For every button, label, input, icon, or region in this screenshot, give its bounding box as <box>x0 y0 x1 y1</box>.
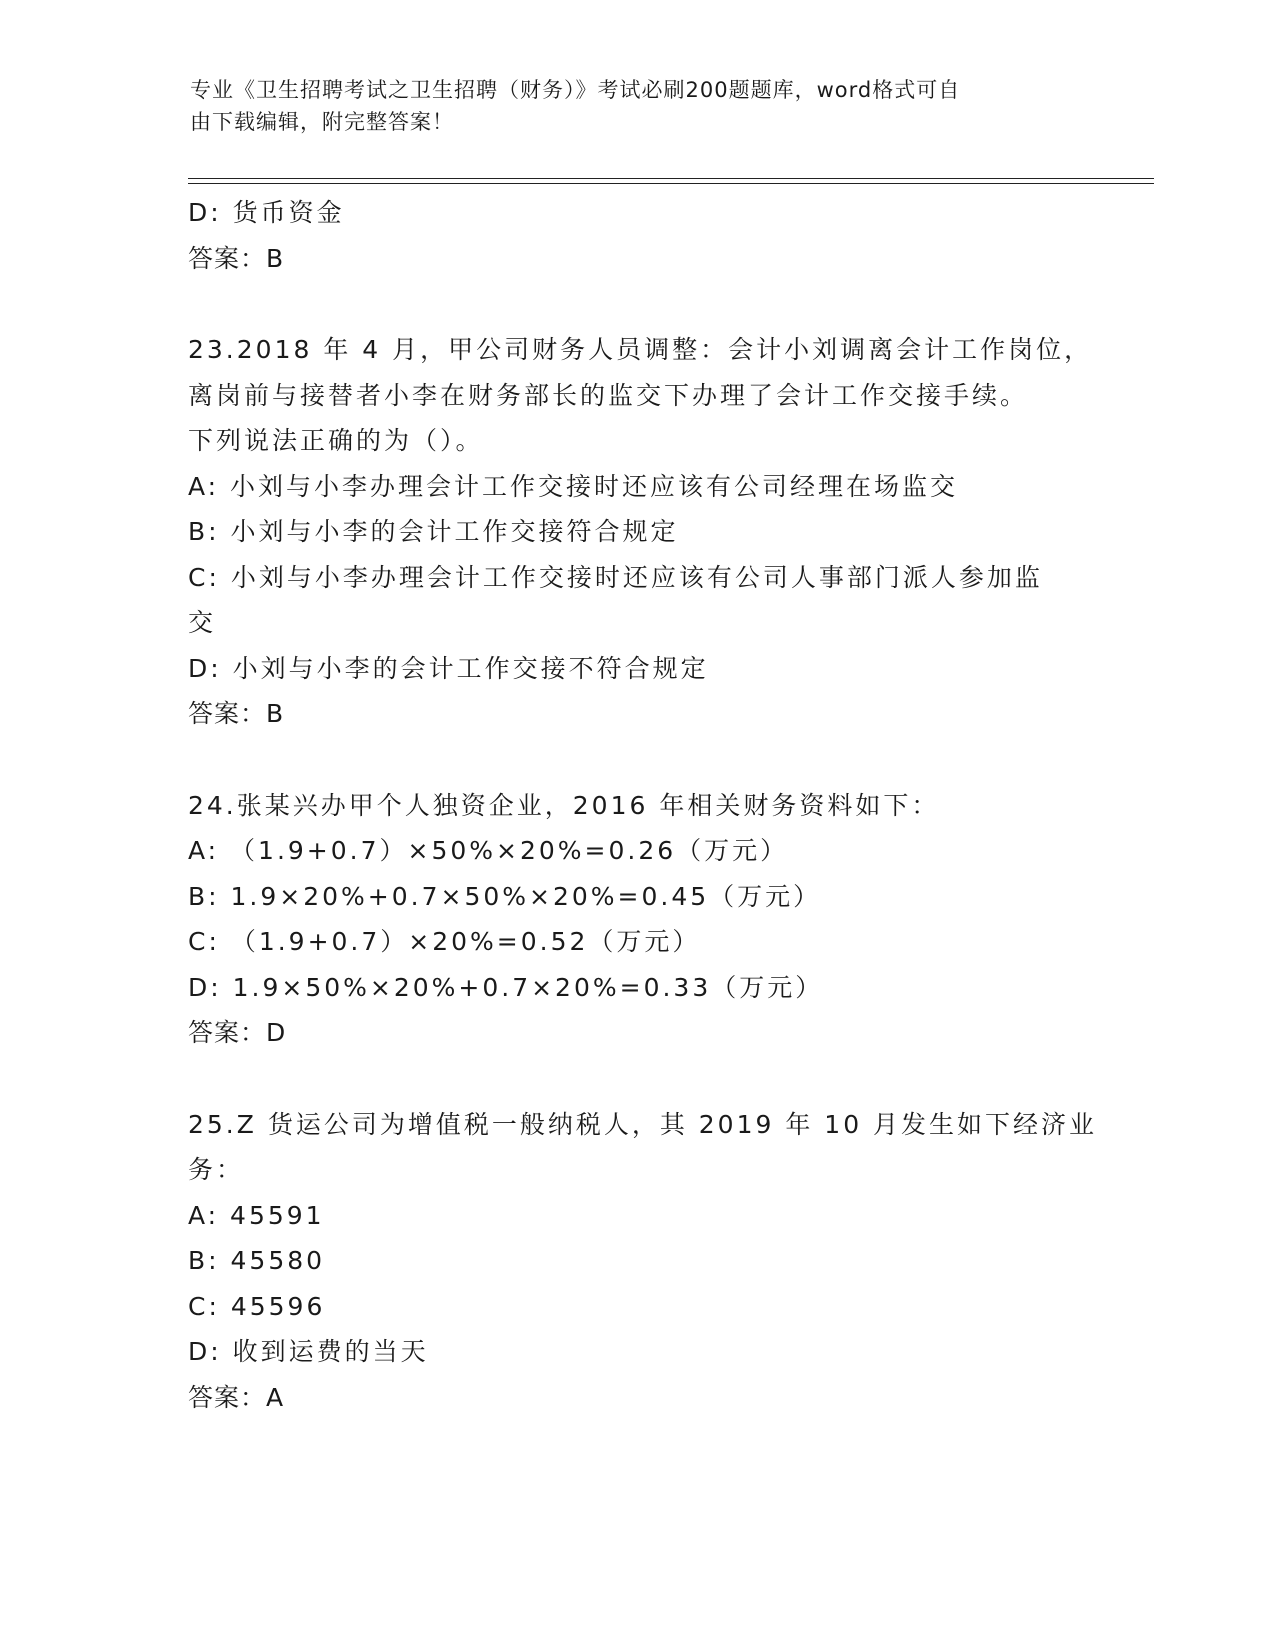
option-c: C: 小刘与小李办理会计工作交接时还应该有公司人事部门派人参加监 <box>188 562 1043 592</box>
option-a: A: 45591 <box>188 1200 325 1230</box>
question-stem-line: 23.2018 年 4 月，甲公司财务人员调整：会计小刘调离会计工作岗位， <box>188 335 1093 364</box>
question-stem-line: 25.Z 货运公司为增值税一般纳税人，其 2019 年 10 月发生如下经济业 <box>188 1109 1098 1139</box>
question-item <box>188 327 1093 737</box>
option-c-continued: 交 <box>188 608 217 637</box>
question-item <box>188 1102 1098 1421</box>
option-b: B: 45580 <box>188 1246 326 1275</box>
answer-line: 答案：B <box>188 699 285 728</box>
option-d: D: 小刘与小李的会计工作交接不符合规定 <box>188 653 709 683</box>
question-stem-line: 离岗前与接替者小李在财务部长的监交下办理了会计工作交接手续。 <box>188 380 1029 410</box>
option-c: C: 45596 <box>188 1291 326 1321</box>
option-b: B: 1.9×20%+0.7×50%×20%=0.45（万元） <box>188 881 822 911</box>
question-item <box>188 783 1088 1056</box>
header-line-1: 专业《卫生招聘考试之卫生招聘（财务）》考试必刷200题题库，word格式可自 <box>190 78 961 102</box>
question-item <box>188 190 1088 281</box>
answer-line: 答案：D <box>188 1018 287 1047</box>
header-divider-bottom <box>188 183 1154 184</box>
question-stem-line: 务： <box>188 1155 245 1184</box>
header-line-2: 由下载编辑，附完整答案！ <box>190 110 454 134</box>
option-c: C: （1.9+0.7）×20%=0.52（万元） <box>188 927 701 956</box>
spacer <box>188 1056 1088 1102</box>
question-stem-line: 24.张某兴办甲个人独资企业，2016 年相关财务资料如下： <box>188 790 940 820</box>
option-d: D: 货币资金 <box>188 198 345 227</box>
option-a: A: 小刘与小李办理会计工作交接时还应该有公司经理在场监交 <box>188 471 959 501</box>
spacer <box>188 281 1088 327</box>
option-b: B: 小刘与小李的会计工作交接符合规定 <box>188 517 679 546</box>
option-d: D: 1.9×50%×20%+0.7×20%=0.33（万元） <box>188 972 824 1002</box>
question-stem-line: 下列说法正确的为（）。 <box>188 426 484 455</box>
option-d: D: 收到运费的当天 <box>188 1337 429 1366</box>
spacer <box>188 737 1088 783</box>
document-header <box>190 74 1070 138</box>
header-divider-top <box>188 178 1154 179</box>
answer-line: 答案：A <box>188 1382 285 1412</box>
option-a: A: （1.9+0.7）×50%×20%=0.26（万元） <box>188 836 789 865</box>
question-list <box>188 190 1098 1420</box>
answer-line: 答案：B <box>188 243 285 273</box>
